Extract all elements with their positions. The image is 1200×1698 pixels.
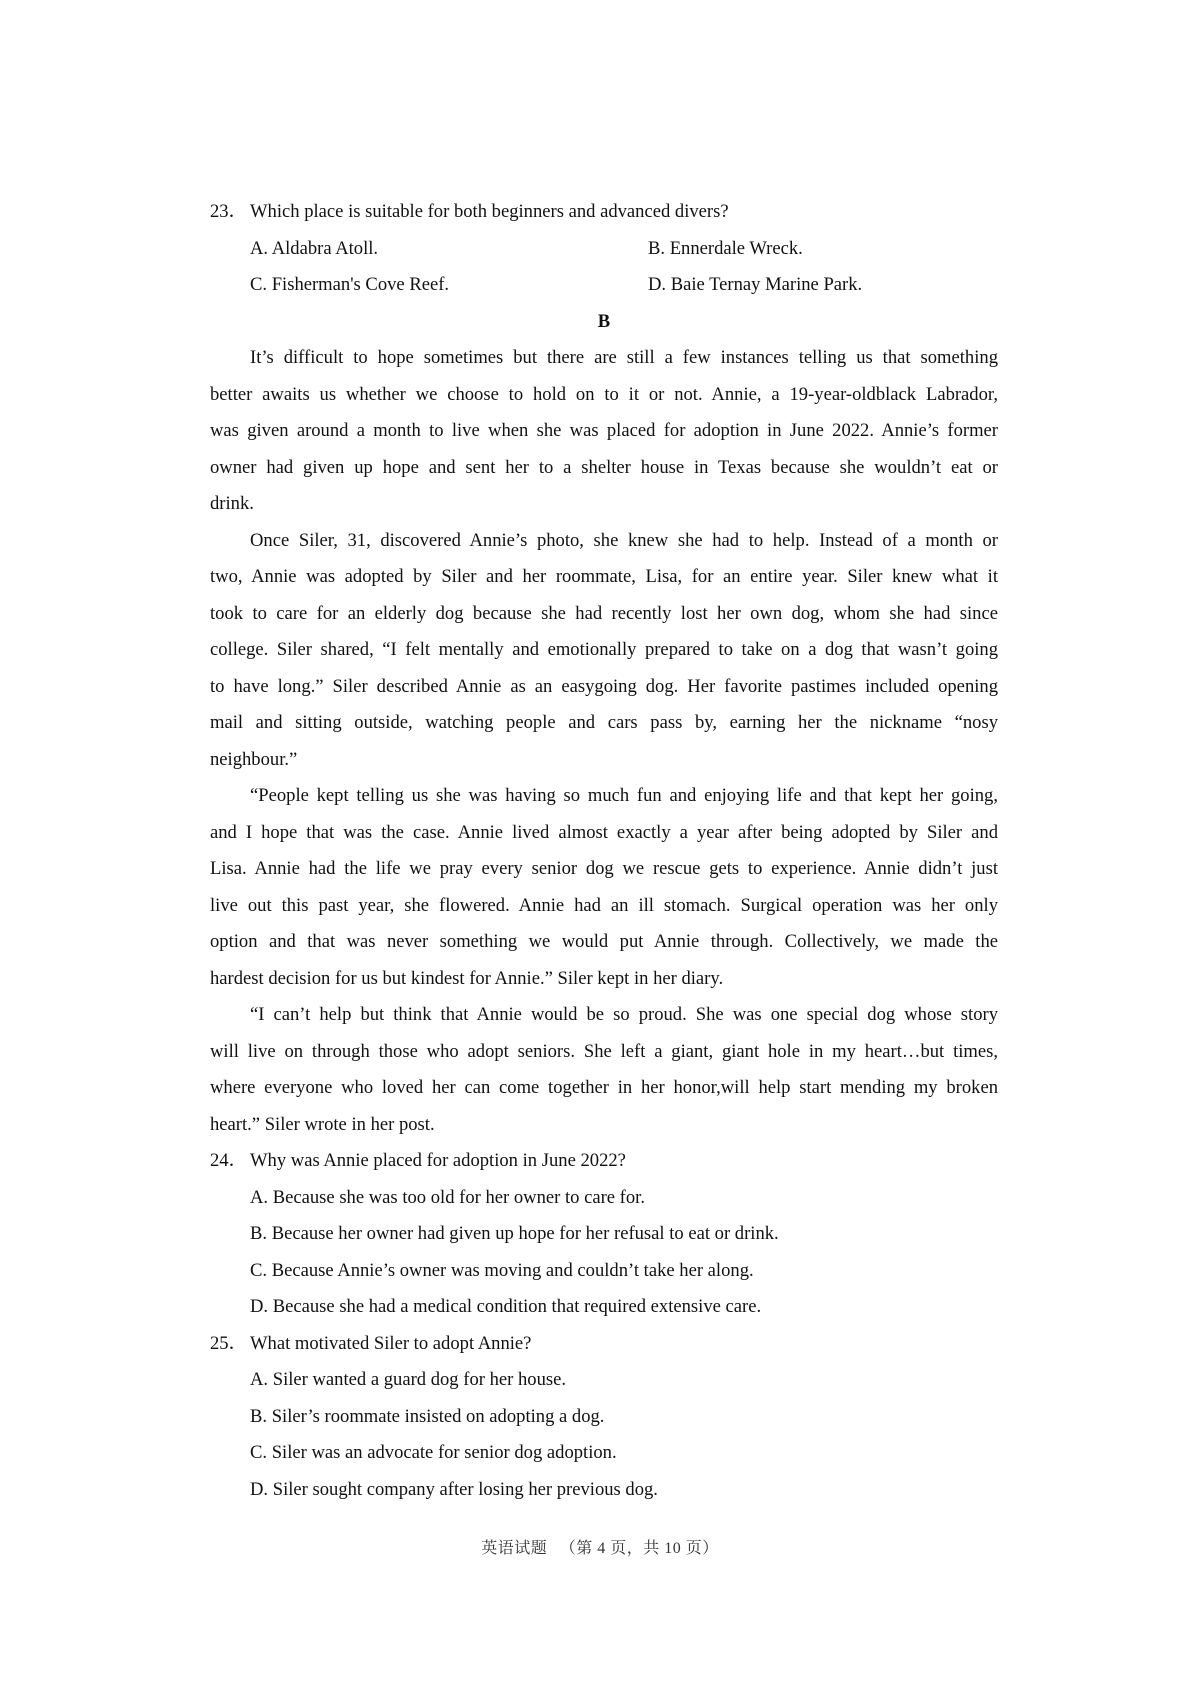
paragraph-line: was given around a month to live when she was placed for adoption in June 2022. Annie’s former [210,420,998,441]
page-footer [0,1535,1200,1558]
paragraph-line: drink. [210,493,254,514]
options-row [210,267,998,304]
option-a: A. Siler wanted a guard dog for her house. [250,1369,567,1390]
question-text: What motivated Siler to adopt Annie? [250,1332,532,1354]
option-c: C. Siler was an advocate for senior dog adoption. [250,1442,617,1463]
footer-subject: 英语试题 [481,1540,548,1557]
exam-page-content [210,194,998,1508]
passage [210,340,998,1143]
paragraph-line: option and that was never something we would put Annie through. Collectively, we made the [210,931,998,952]
paragraph-line: two, Annie was adopted by Siler and her roommate, Lisa, for an entire year. Siler knew what it [210,566,998,587]
option-a: A. Aldabra Atoll. [250,237,379,259]
paragraph-line: “I can’t help but think that Annie would be so proud. She was one special dog whose story [250,1004,998,1025]
option-b: B. Because her owner had given up hope for her refusal to eat or drink. [250,1223,779,1244]
paragraph-line: took to care for an elderly dog because she had recently lost her own dog, whom she had since [210,602,998,624]
paragraph-line: live out this past year, she flowered. Annie had an ill stomach. Surgical operation was her only [210,894,998,916]
question-number: 23． [210,201,248,222]
option-d: D. Siler sought company after losing her previous dog. [250,1478,658,1500]
option-b: B. Siler’s roommate insisted on adopting a dog. [250,1405,605,1427]
paragraph [210,778,998,997]
paragraph-line: to have long.” Siler described Annie as an easygoing dog. Her favorite pastimes included opening [210,675,998,697]
paragraph-line: and I hope that was the case. Annie lived almost exactly a year after being adopted by Siler and [210,821,998,843]
option-d: D. Baie Ternay Marine Park. [648,274,863,295]
paragraph-line: neighbour.” [210,748,298,770]
paragraph-line: where everyone who loved her can come together in her honor,will help start mending my broken [210,1077,998,1098]
question-number: 25． [210,1332,248,1354]
paragraph-line: Once Siler, 31, discovered Annie’s photo, she knew she had to help. Instead of a month or [250,529,998,551]
option-a: A. Because she was too old for her owner to care for. [250,1186,645,1208]
paragraph-line: It’s difficult to hope sometimes but there are still a few instances telling us that something [250,347,998,368]
question-number: 24． [210,1150,248,1171]
paragraph-line: “People kept telling us she was having so much fun and enjoying life and that kept her going, [250,785,998,806]
options-row [210,231,998,268]
paragraph-line: Lisa. Annie had the life we pray every senior dog we rescue gets to experience. Annie didn’t just [210,858,998,879]
question-23 [210,194,998,231]
question-text: Which place is suitable for both beginners and advanced divers? [250,201,729,222]
option-c: C. Fisherman's Cove Reef. [250,274,450,295]
question-25 [210,1326,998,1363]
option-b: B. Ennerdale Wreck. [648,237,803,259]
option-c: C. Because Annie’s owner was moving and couldn’t take her along. [250,1259,754,1281]
paragraph-line: will live on through those who adopt seniors. She left a giant, giant hole in my heart…but times, [210,1040,998,1062]
question-text: Why was Annie placed for adoption in June 2022? [250,1150,626,1171]
paragraph-line: college. Siler shared, “I felt mentally and emotionally prepared to take on a dog that wasn’t going [210,639,998,660]
option-d: D. Because she had a medical condition that required extensive care. [250,1296,762,1317]
paragraph [210,997,998,1143]
paragraph-line: mail and sitting outside, watching people and cars pass by, earning her the nickname “nosy [210,712,998,733]
paragraph-line: hardest decision for us but kindest for Annie.” Siler kept in her diary. [210,967,724,989]
footer-page-number: （第 4 页，共 10 页） [559,1540,719,1557]
section-heading: B [597,310,611,332]
paragraph [210,340,998,523]
paragraph-line: heart.” Siler wrote in her post. [210,1113,435,1135]
paragraph [210,523,998,779]
paragraph-line: better awaits us whether we choose to hold on to it or not. Annie, a 19-year-oldblack Labrador, [210,383,998,405]
paragraph-line: owner had given up hope and sent her to a shelter house in Texas because she wouldn’t eat or [210,456,998,478]
question-24 [210,1143,998,1180]
